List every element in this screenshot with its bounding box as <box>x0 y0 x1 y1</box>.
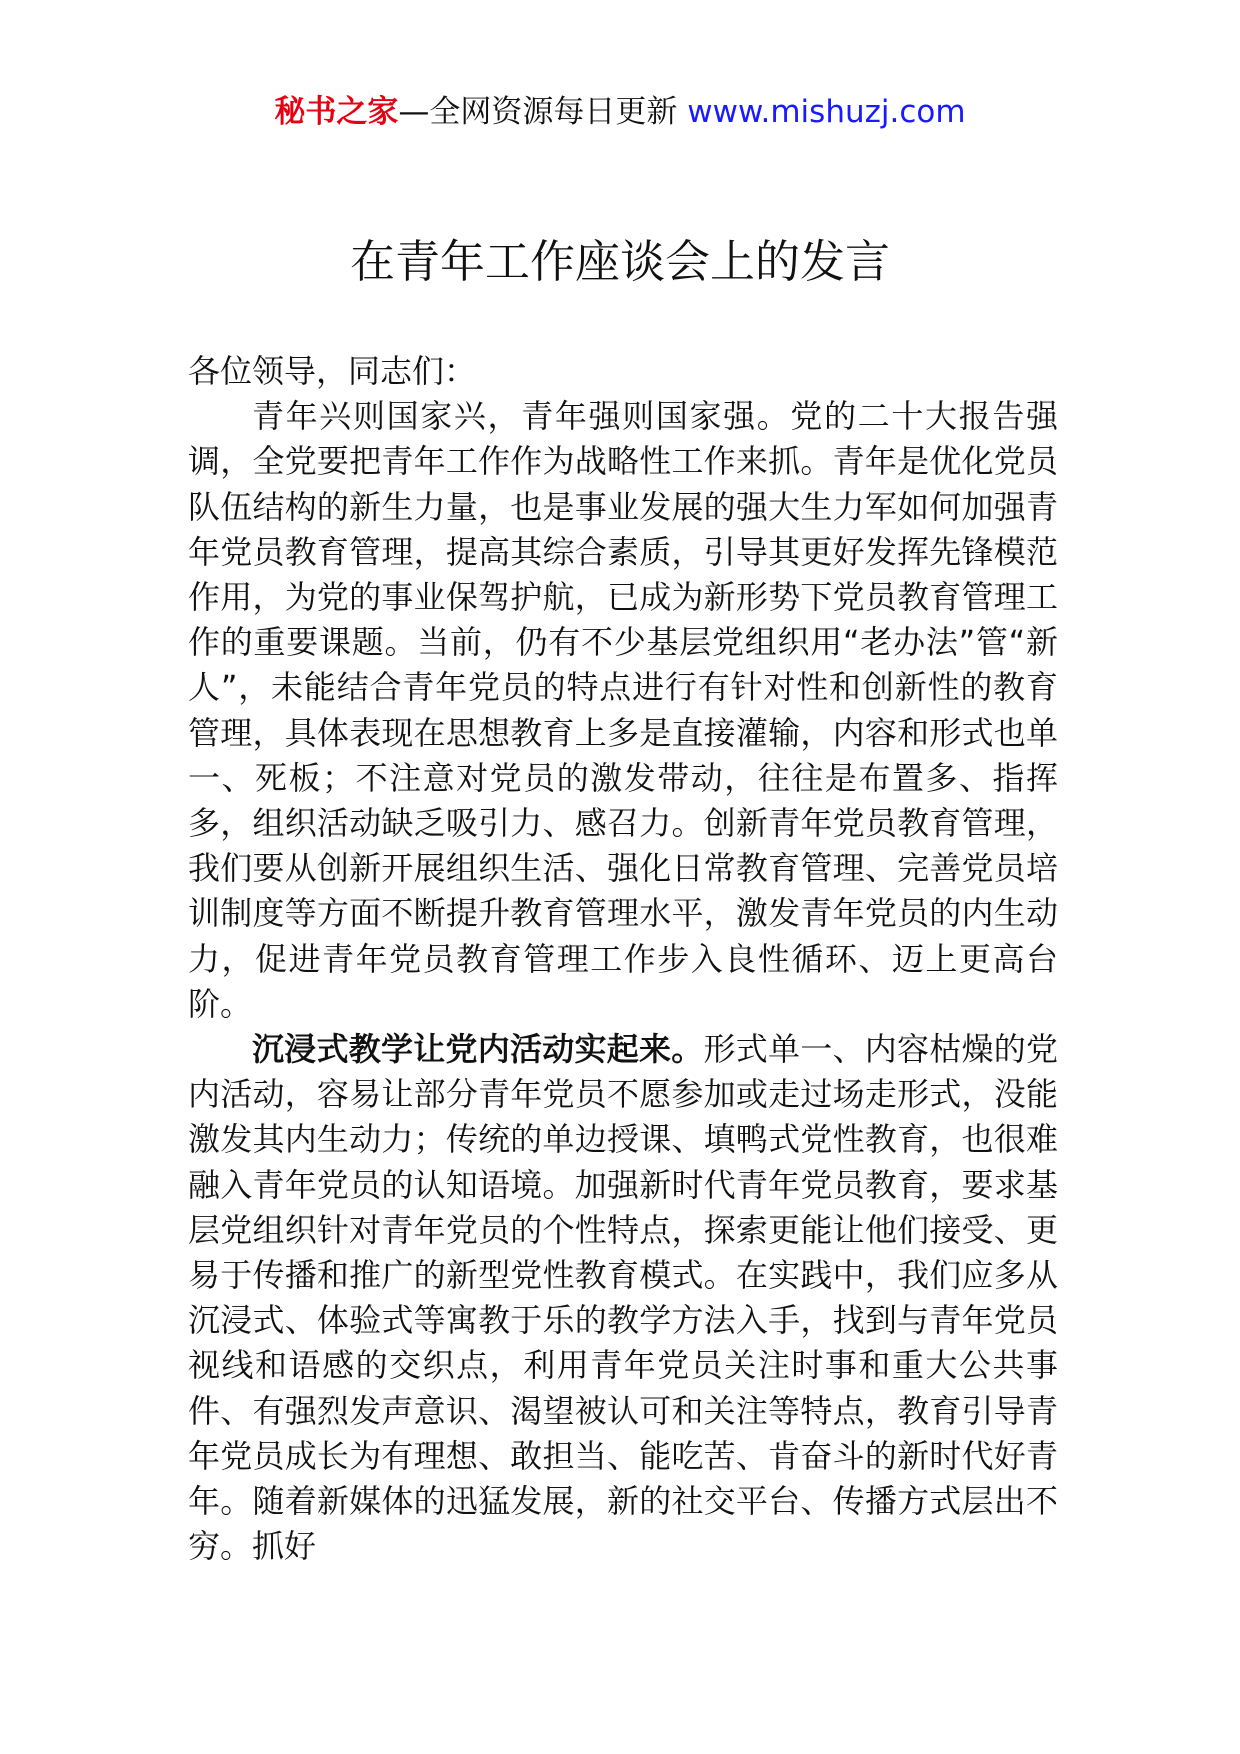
salutation: 各位领导，同志们： <box>188 352 477 390</box>
site-header-banner <box>0 92 1240 132</box>
document-body <box>188 349 1058 1569</box>
site-tagline: —全网资源每日更新 <box>398 94 678 130</box>
paragraph-intro: 青年兴则国家兴，青年强则国家强。党的二十大报告强调，全党要把青年工作作为战略性工作来抓。青年是优化党员队伍结构的新生力量，也是事业发展的强大生力军如何加强青年党员教育管理，提高其综合素质，引导其更好发挥先锋模范作用，为党的事业保驾护航，已成为新形势下党员教育管理工作的重要课题。当前，仍有不少基层党组织用“老办法”管“新人”，未能结合青年党员的特点进行有针对性和创新性的教育管理，具体表现在思想教育上多是直接灌输，内容和形式也单一、死板；不注意对党员的激发带动，往往是布置多、指挥多，组织活动缺乏吸引力、感召力。创新青年党员教育管理，我们要从创新开展组织生活、强化日常教育管理、完善党员培训制度等方面不断提升教育管理水平，激发青年党员的内生动力，促进青年党员教育管理工作步入良性循环、迈上更高台阶。 <box>188 397 1058 1023</box>
document-title: 在青年工作座谈会上的发言 <box>349 235 890 288</box>
paragraph-body-text: 形式单一、内容枯燥的党内活动，容易让部分青年党员不愿参加或走过场走形式，没能激发其内生动力；传统的单边授课、填鸭式党性教育，也很难融入青年党员的认知语境。加强新时代青年党员教育，要求基层党组织针对青年党员的个性特点，探索更能让他们接受、更易于传播和推广的新型党性教育模式。在实践中，我们应多从沉浸式、体验式等寓教于乐的教学方法入手，找到与青年党员视线和语感的交织点，利用青年党员关注时事和重大公共事件、有强烈发声意识、渴望被认可和关注等特点，教育引导青年党员成长为有理想、敢担当、能吃苦、肯奋斗的新时代好青年。随着新媒体的迅猛发展，新的社交平台、传播方式层出不穷。抓好 <box>188 1030 1058 1566</box>
site-brand-name: 秘书之家 <box>274 94 399 130</box>
site-url-link[interactable]: www.mishuzj.com <box>687 94 966 130</box>
paragraph-lead-heading: 沉浸式教学让党内活动实起来。 <box>252 1030 704 1069</box>
paragraph-immersive-teaching <box>188 1027 1058 1569</box>
